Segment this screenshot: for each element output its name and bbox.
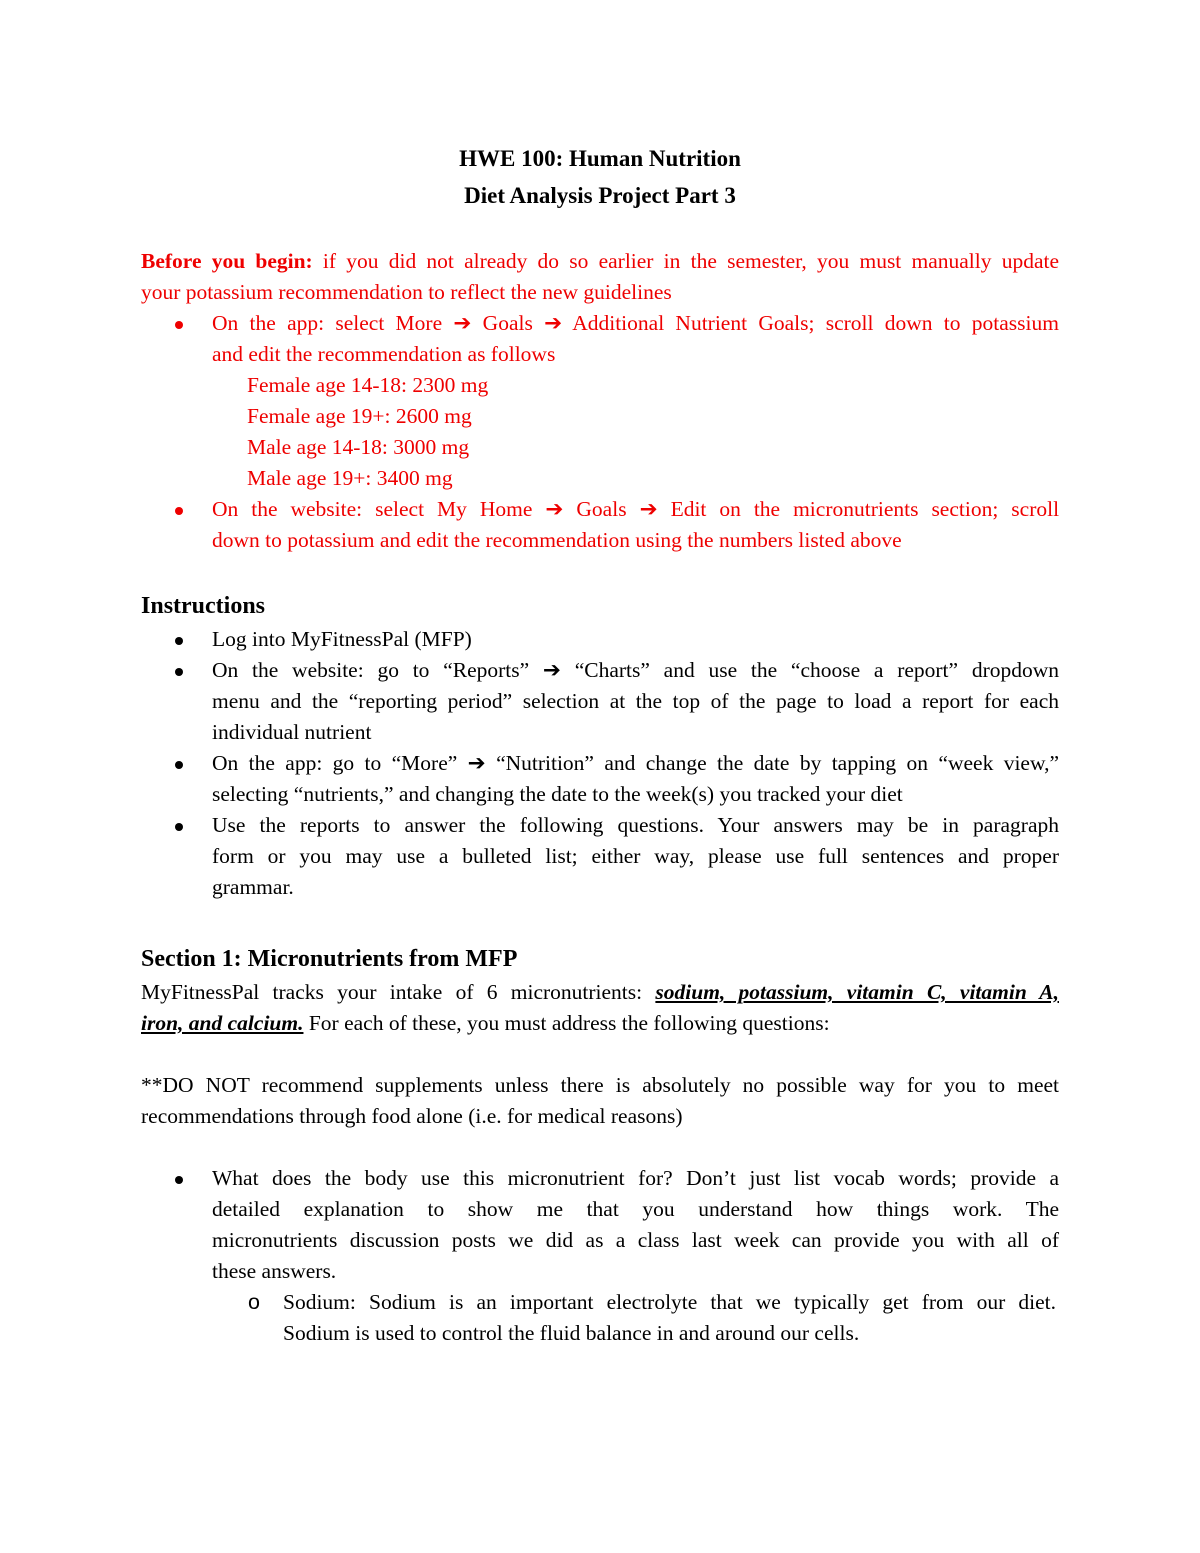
arrow-icon: ➔ [453, 311, 472, 335]
question-1-line-2: detailed explanation to show me that you understand how things work. The [212, 1197, 1059, 1221]
bullet-icon [173, 505, 185, 517]
arrow-icon: ➔ [467, 751, 486, 775]
instructions-bullet-4-line-2: form or you may use a bulleted list; either way, please use full sentences and proper [212, 844, 1059, 868]
instructions-bullet-1: Log into MyFitnessPal (MFP) [212, 627, 472, 651]
sub-bullet-icon: o [248, 1290, 260, 1314]
instructions-bullet-2-line-3: individual nutrient [212, 720, 372, 744]
section-1-intro-line-2: iron, and calcium. For each of these, you must address the following questions: [141, 1011, 830, 1035]
before-label: Before you begin: [141, 249, 313, 273]
app-bullet-line-2: and edit the recommendation as follows [212, 342, 556, 366]
bullet-icon [173, 635, 185, 647]
instructions-bullet-3-line-2: selecting “nutrients,” and changing the date to the week(s) you tracked your diet [212, 782, 903, 806]
bullet-icon [173, 821, 185, 833]
supplement-note-line-1: **DO NOT recommend supplements unless there is absolutely no possible way for you to meet [141, 1073, 1059, 1097]
supplement-note-line-2: recommendations through food alone (i.e. for medical reasons) [141, 1104, 683, 1128]
sodium-answer-line-2: Sodium is used to control the fluid balance in and around our cells. [283, 1321, 860, 1345]
web-bullet-line-2: down to potassium and edit the recommendation using the numbers listed above [212, 528, 902, 552]
recommendation-male-14-18: Male age 14-18: 3000 mg [247, 435, 470, 459]
micronutrient-list-end: iron, and calcium. [141, 1011, 304, 1035]
question-1-line-1: What does the body use this micronutrient for? Don’t just list vocab words; provide a [212, 1166, 1059, 1190]
section-1-heading: Section 1: Micronutrients from MFP [141, 946, 518, 972]
micronutrient-list: sodium, potassium, vitamin C, vitamin A, [655, 980, 1059, 1004]
instructions-heading: Instructions [141, 593, 266, 619]
section-1-intro-line-1: MyFitnessPal tracks your intake of 6 micronutrients: sodium, potassium, vitamin C, vitamin A, [141, 980, 1059, 1004]
arrow-icon: ➔ [639, 497, 658, 521]
instructions-bullet-4-line-1: Use the reports to answer the following questions. Your answers may be in paragraph [212, 813, 1059, 837]
bullet-icon [173, 1174, 185, 1186]
question-1-line-3: micronutrients discussion posts we did as a class last week can provide you with all of [212, 1228, 1059, 1252]
recommendation-female-14-18: Female age 14-18: 2300 mg [247, 373, 489, 397]
instructions-bullet-4-line-3: grammar. [212, 875, 294, 899]
bullet-icon [173, 759, 185, 771]
arrow-icon: ➔ [545, 497, 564, 521]
instructions-bullet-2-line-1: On the website: go to “Reports” ➔ “Charts” and use the “choose a report” dropdown [212, 658, 1060, 682]
sodium-answer-line-1: Sodium: Sodium is an important electrolyte that we typically get from our diet. [283, 1290, 1056, 1314]
instructions-bullet-2-line-2: menu and the “reporting period” selection at the top of the page to load a report for each [212, 689, 1059, 713]
recommendation-female-19: Female age 19+: 2600 mg [247, 404, 472, 428]
bullet-icon [173, 319, 185, 331]
before-intro-line-2: your potassium recommendation to reflect the new guidelines [141, 280, 672, 304]
bullet-icon [173, 666, 185, 678]
arrow-icon: ➔ [544, 311, 563, 335]
instructions-bullet-3-line-1: On the app: go to “More” ➔ “Nutrition” and change the date by tapping on “week view,” [212, 751, 1060, 775]
arrow-icon: ➔ [542, 658, 561, 682]
project-title: Diet Analysis Project Part 3 [464, 183, 736, 208]
question-1-line-4: these answers. [212, 1259, 337, 1283]
recommendation-male-19: Male age 19+: 3400 mg [247, 466, 453, 490]
app-bullet-line-1: On the app: select More ➔ Goals ➔ Additional Nutrient Goals; scroll down to potassium [212, 311, 1059, 335]
course-title: HWE 100: Human Nutrition [459, 146, 741, 171]
web-bullet-line-1: On the website: select My Home ➔ Goals ➔ Edit on the micronutrients section; scroll [212, 497, 1060, 521]
before-intro-line-1: Before you begin: if you did not already do so earlier in the semester, you must manually update [141, 249, 1060, 273]
